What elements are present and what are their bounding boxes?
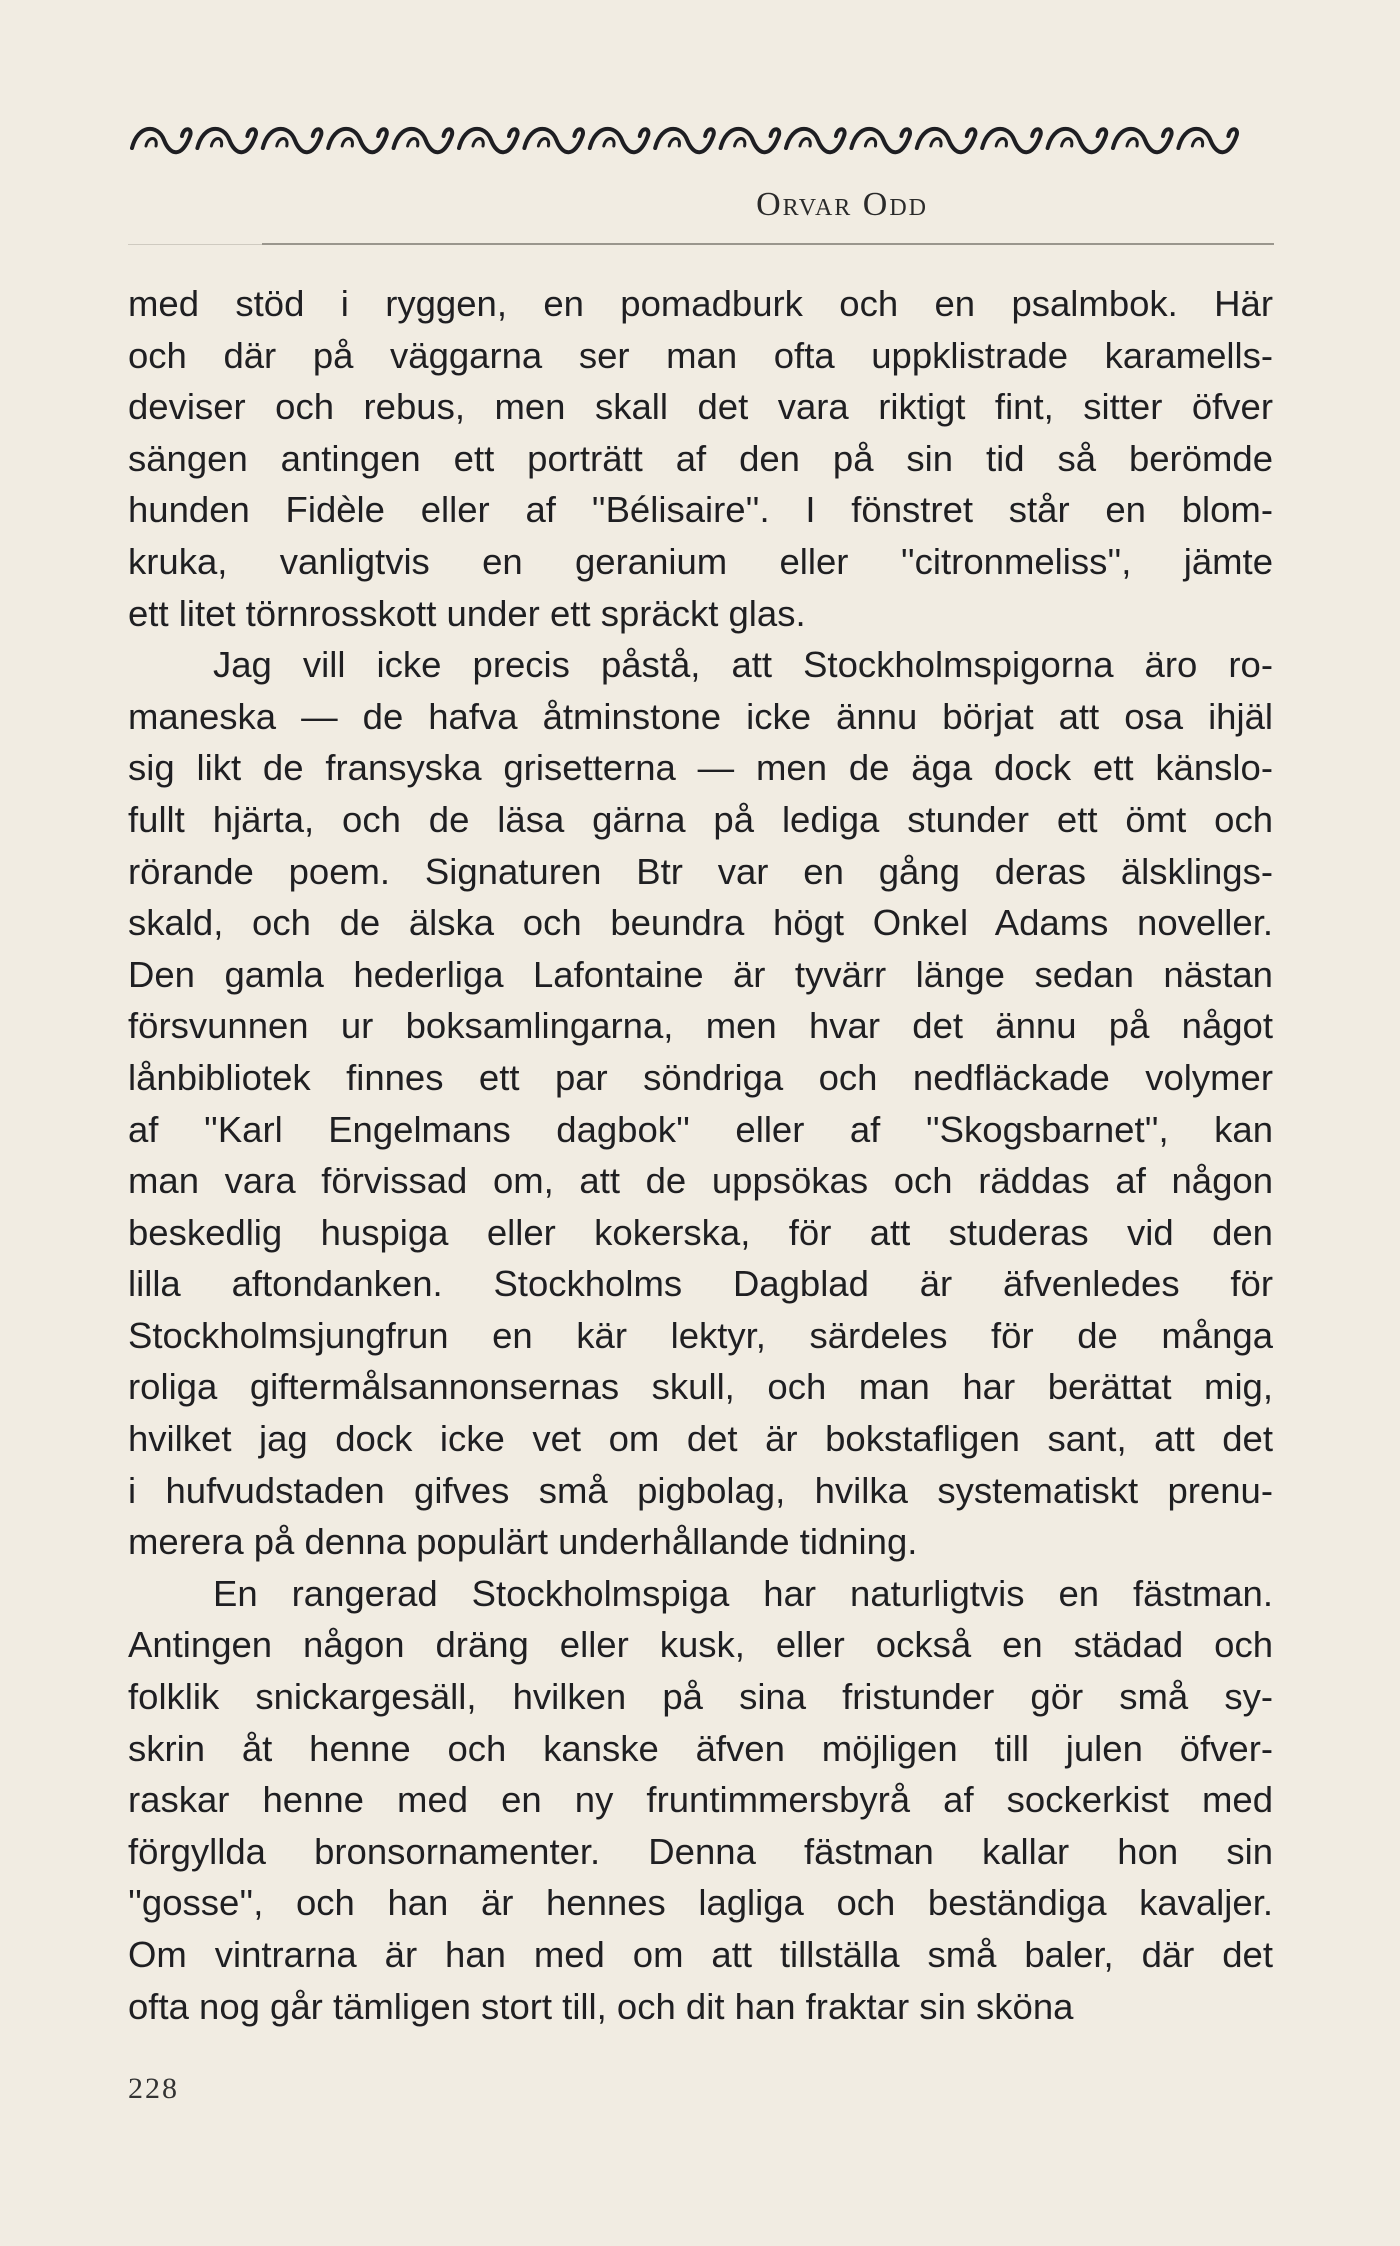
text-line: lilla aftondanken. Stockholms Dagblad är äfvenledes för — [128, 1263, 1273, 1305]
text-line: hunden Fidèle eller af ''Bélisaire''. I fönstret står en blom- — [128, 489, 1273, 531]
ornament-curl — [1062, 139, 1072, 147]
text-line: och där på väggarna ser man ofta uppklistrade karamells- — [128, 334, 1273, 376]
text-line: lånbibliotek finnes ett par söndriga och nedfläckade volymer — [128, 1056, 1273, 1098]
text-line: folklik snickargesäll, hvilken på sina fristunder gör små sy- — [128, 1676, 1273, 1718]
ornament-curl — [800, 139, 810, 147]
text-line: ofta nog går tämligen stort till, och dit han fraktar sin sköna — [128, 1985, 1074, 2027]
ornament-scroll — [394, 129, 453, 152]
body-text — [128, 278, 1273, 2032]
text-line: skrin åt henne och kanske äfven möjligen till julen öfver- — [128, 1727, 1273, 1769]
text-line: deviser och rebus, men skall det vara riktigt fint, sitter öfver — [128, 386, 1273, 428]
ornament-scroll — [328, 129, 387, 152]
ornament-scroll — [721, 129, 780, 152]
ornament-scroll — [590, 129, 649, 152]
text-line: Jag vill icke precis påstå, att Stockholmspigorna äro ro- — [213, 644, 1273, 686]
ornament-scroll — [851, 129, 910, 152]
text-line: man vara förvissad om, att de uppsökas och räddas af någon — [128, 1160, 1273, 1202]
ornament-curl — [1192, 139, 1202, 147]
ornament-scroll — [786, 129, 845, 152]
text-line: skald, och de älska och beundra högt Onkel Adams noveller. — [128, 902, 1273, 944]
ornament-scroll — [1048, 129, 1107, 152]
ornament-scroll — [197, 129, 256, 152]
ornament-curl — [342, 139, 352, 147]
text-line: Den gamla hederliga Lafontaine är tyvärr länge sedan nästan — [128, 953, 1273, 995]
text-line: maneska — de hafva åtminstone icke ännu börjat att osa ihjäl — [128, 695, 1273, 737]
text-line: sig likt de fransyska grisetterna — men de äga dock ett känslo- — [128, 747, 1273, 789]
ornament-curl — [146, 139, 156, 147]
header-rule — [262, 243, 1274, 245]
ornament-curl — [1127, 139, 1137, 147]
ornament-curl — [996, 139, 1006, 147]
ornament-curl — [865, 139, 875, 147]
ornament-scroll — [132, 129, 191, 152]
scroll-wave-band-icon — [128, 118, 1273, 166]
ornament-curl — [669, 139, 679, 147]
text-line: förgyllda bronsornamenter. Denna fästman kallar hon sin — [128, 1830, 1273, 1872]
paragraph — [128, 639, 1273, 1568]
ornament-curl — [473, 139, 483, 147]
text-line: ett litet törnrosskott under ett spräckt glas. — [128, 592, 806, 634]
ornament-curl — [931, 139, 941, 147]
ornament-scroll — [263, 129, 322, 152]
ornament-scroll — [917, 129, 976, 152]
text-line: Antingen någon dräng eller kusk, eller också en städad och — [128, 1624, 1273, 1666]
ornament-curl — [604, 139, 614, 147]
text-line: fullt hjärta, och de läsa gärna på lediga stunder ett ömt och — [128, 798, 1273, 840]
text-line: rörande poem. Signaturen Btr var en gång deras älsklings- — [128, 850, 1273, 892]
text-line: försvunnen ur boksamlingarna, men hvar det ännu på något — [128, 1005, 1273, 1047]
text-line: kruka, vanligtvis en geranium eller ''citronmeliss'', jämte — [128, 540, 1273, 582]
ornament-scroll — [655, 129, 714, 152]
text-line: hvilket jag dock icke vet om det är bokstafligen sant, att det — [128, 1418, 1273, 1460]
ornament-curl — [735, 139, 745, 147]
running-header: Orvar Odd — [756, 186, 928, 223]
ornament-curl — [408, 139, 418, 147]
text-line: raskar henne med en ny fruntimmersbyrå af sockerkist med — [128, 1779, 1273, 1821]
text-line: af ''Karl Engelmans dagbok'' eller af ''Skogsbarnet'', kan — [128, 1108, 1273, 1150]
ornament-scroll — [524, 129, 583, 152]
text-line: i hufvudstaden gifves små pigbolag, hvilka systematiskt prenu- — [128, 1469, 1273, 1511]
paragraph — [128, 1568, 1273, 2032]
ornament-curl — [277, 139, 287, 147]
ornament-scroll — [982, 129, 1041, 152]
header-rule-faint — [128, 244, 262, 245]
ornament-scroll — [459, 129, 518, 152]
text-line: med stöd i ryggen, en pomadburk och en psalmbok. Här — [128, 283, 1273, 324]
text-line: Om vintrarna är han med om att tillställa små baler, där det — [128, 1934, 1273, 1975]
ornament-scroll — [1178, 129, 1237, 152]
text-line: roliga giftermålsannonsernas skull, och man har berättat mig, — [128, 1366, 1273, 1408]
text-line: merera på denna populärt underhållande tidning. — [128, 1521, 918, 1563]
ornament-scroll — [1113, 129, 1172, 152]
ornament-curl — [538, 139, 548, 147]
text-line: Stockholmsjungfrun en kär lektyr, särdeles för de många — [128, 1314, 1273, 1356]
text-line: beskedlig huspiga eller kokerska, för att studeras vid den — [128, 1211, 1273, 1253]
text-line: En rangerad Stockholmspiga har naturligtvis en fästman. — [213, 1572, 1273, 1614]
page-number: 228 — [128, 2072, 179, 2105]
text-line: sängen antingen ett porträtt af den på sin tid så berömde — [128, 437, 1273, 479]
ornament-curl — [211, 139, 221, 147]
paragraph — [128, 278, 1273, 639]
text-line: ''gosse'', och han är hennes lagliga och beständiga kavaljer. — [128, 1882, 1273, 1924]
